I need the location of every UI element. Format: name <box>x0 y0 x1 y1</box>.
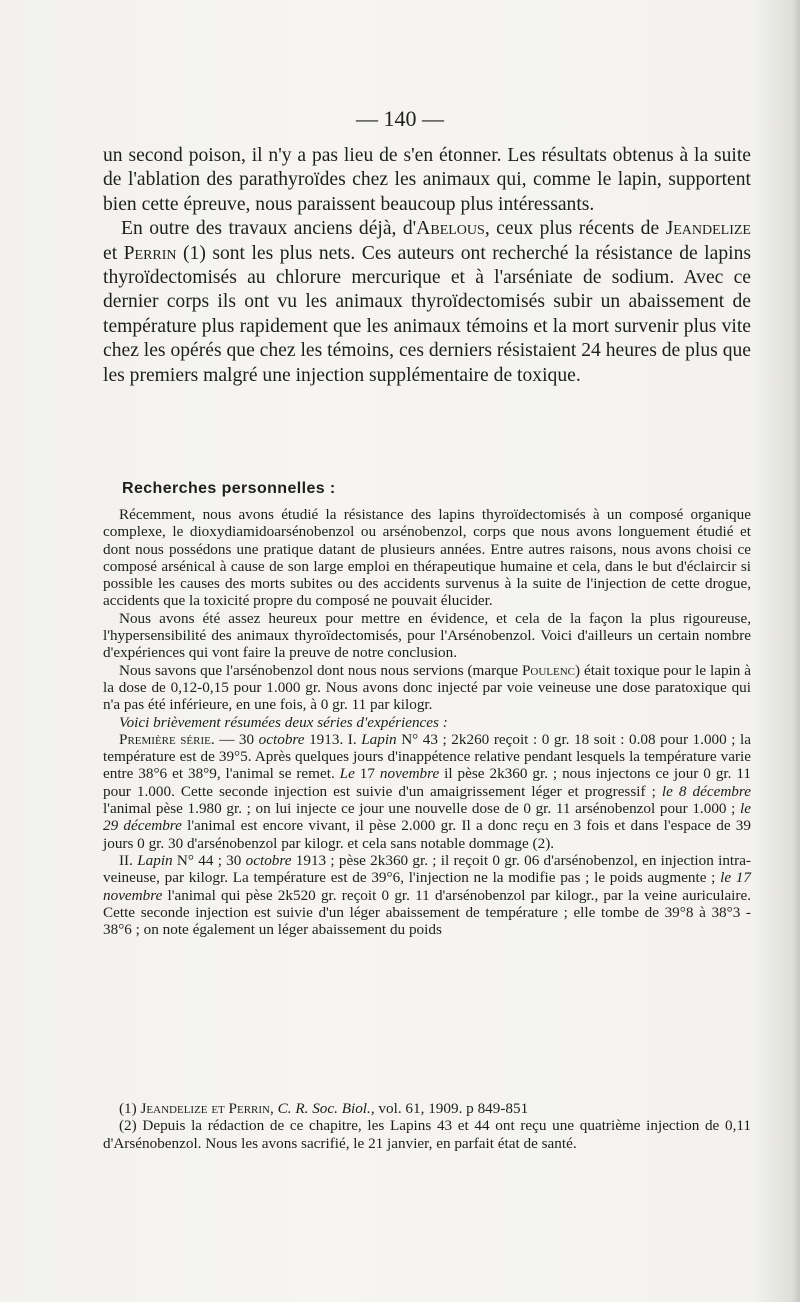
footnote-1: (1) Jeandelize et Perrin, C. R. Soc. Biol., vol. 61, 1909. p 849-851 <box>119 1100 529 1117</box>
author-jeandelize: Jeandelize <box>665 218 751 240</box>
brand-poulenc: Poulenc <box>521 661 576 679</box>
section-paragraph-4: Voici brièvement résumées deux séries d'expériences : <box>119 713 448 731</box>
page-edge-shadow <box>792 0 800 1302</box>
series-label: Première série. <box>119 730 215 748</box>
intro-paragraph-1: un second poison, il n'y a pas lieu de s'en étonner. Les résultats obtenus à la suite de l'ablation des parathyroïdes chez les animaux qui, comme le lapin, supportent bien cette épreuve, nous paraissent beaucoup plus intéressants. <box>103 145 751 215</box>
page-number: — 140 — <box>356 106 444 131</box>
author-abelous: Abelous <box>416 218 485 240</box>
section-paragraph-2: Nous avons été assez heureux pour mettre en évidence, et cela de la façon la plus rigoureuse, l'hypersensibilité des animaux thyroïdectomisés, pour l'Arsénobenzol. Voici d'ailleurs un certain nombre d'expériences qui vont faire la preuve de notre conclusion. <box>103 609 751 662</box>
section-text <box>103 506 751 938</box>
author-perrin: Perrin <box>123 242 177 264</box>
section-paragraph-3: Nous savons que l'arsénobenzol dont nous nous servions (marque Poulenc) était toxique pour le lapin à la dose de 0,12-0,15 pour 1.000 gr. Nous avons donc injecté par voie veineuse une dose paratoxique qui n'a pas été inférieure, en une fois, à 0 gr. 11 par kilogr. <box>103 661 751 714</box>
footnote-2: (2) Depuis la rédaction de ce chapitre, les Lapins 43 et 44 ont reçu une quatrième injection de 0,11 d'Arsénobenzol. Nous les avons sacrifié, le 21 janvier, en parfait état de santé. <box>103 1117 751 1152</box>
section-heading: Recherches personnelles : <box>122 480 336 497</box>
section-paragraph-1: Récemment, nous avons étudié la résistance des lapins thyroïdectomisés à un composé organique complexe, le dioxydiamidoarsénobenzol ou arsénobenzol, corps que nous avons longuement étudié et dont nous possédons une pratique datant de plusieurs années. Entre autres raisons, nous avons choisi ce composé arsénical à cause de son large emploi en thérapeutique humaine et cela, dans le but d'éclaircir si possible les causes des morts subites ou des accidents survenus à la suite de l'injection de cette drogue, accidents que la toxicité propre du composé ne pouvait élucider. <box>103 506 751 610</box>
section-paragraph-6: II. Lapin N° 44 ; 30 octobre 1913 ; pèse 2k360 gr. ; il reçoit 0 gr. 06 d'arsénobenzol, en injection intra-veineuse, par kilogr. La température est de 39°6, l'injection ne la modifie pas ; le poids augmente ; le 17 novembre l'animal qui pèse 2k520 gr. reçoit 0 gr. 11 d'arsénobenzol par kilogr., par la veine auriculaire. Cette seconde injection est suivie d'un léger abaissement de température ; elle tombe de 39°8 à 38°3 - 38°6 ; on note également un léger abaissement du poids <box>103 851 751 939</box>
intro-paragraph-2: En outre des travaux anciens déjà, d'Abelous, ceux plus récents de Jeandelize et Perrin (1) sont les plus nets. Ces auteurs ont recherché la résistance de lapins thyroïdectomisés au chlorure mercurique et à l'arséniate de sodium. Avec ce dernier corps ils ont vu les animaux thyroïdectomisés subir un abaissement de température plus rapidement que les animaux témoins et la mort survenir plus vite chez les opérés que chez les témoins, ces derniers résistaient 24 heures de plus que les premiers malgré une injection supplémentaire de toxique. <box>103 218 751 386</box>
intro-text <box>103 144 751 388</box>
section-paragraph-5: Première série. — 30 octobre 1913. I. Lapin N° 43 ; 2k260 reçoit : 0 gr. 18 soit : 0.08 pour 1.000 ; la température est de 39°5. Après quelques jours d'inappétence relative pendant lesquels la température varie entre 38°6 et 38°9, l'animal se remet. Le 17 novembre il pèse 2k360 gr. ; nous injectons ce jour 0 gr. 11 pour 1.000. Cette seconde injection est suivie d'un amaigrissement léger et progressif ; le 8 décembre l'animal pèse 1.980 gr. ; on lui injecte ce jour une nouvelle dose de 0 gr. 11 arsénobenzol pour 1.000 ; le 29 décembre l'animal est encore vivant, il pèse 2.000 gr. Il a donc reçu en 3 fois et dans l'espace de 39 jours 0 gr. 30 d'arsénobenzol par kilogr. et cela sans notable dommage (2). <box>103 730 752 852</box>
footnotes <box>103 1100 751 1152</box>
